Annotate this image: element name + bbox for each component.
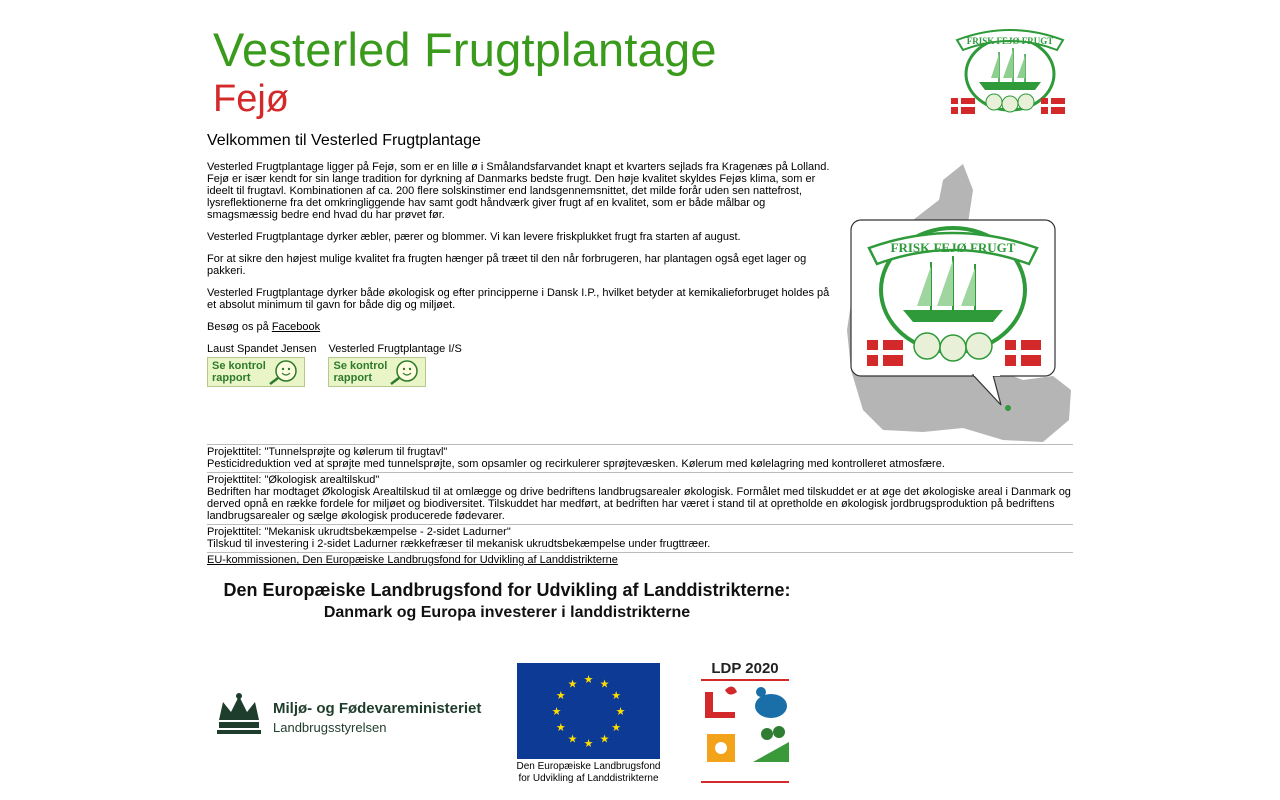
crown-icon	[213, 692, 265, 738]
intro-paragraph: For at sikre den højest mulige kvalitet fra frugten hænger på træet til den når forbrugeren, har plantagen også eget lager og pakkeri.	[207, 253, 807, 277]
projects-list	[207, 444, 1073, 553]
agency-name: Landbrugsstyrelsen	[273, 720, 387, 735]
intro-paragraph: Vesterled Frugtplantage dyrker æbler, pærer og blommer. Vi kan levere friskplukket frugt fra starten af august.	[207, 231, 741, 243]
ministry-logo	[211, 690, 501, 740]
kontrol-label: Laust Spandet Jensen	[207, 343, 317, 355]
welcome-heading: Velkommen til Vesterled Frugtplantage	[207, 132, 481, 149]
project-title: Projekttitel: "Mekanisk ukrudtsbekæmpelse - 2-sidet Ladurner"	[207, 526, 511, 538]
ministry-name: Miljø- og Fødevareministeriet	[273, 700, 482, 717]
smiley-magnifier-icon	[389, 359, 423, 385]
frisk-fejo-frugt-logo	[949, 22, 1071, 118]
eu-star-icon: ★	[567, 733, 578, 746]
kontrol-label: Vesterled Frugtplantage I/S	[328, 343, 462, 355]
project-title: Projekttitel: "Økologisk arealtilskud"	[207, 474, 380, 486]
kontrol-item	[328, 343, 461, 387]
eu-flag-icon	[517, 663, 660, 759]
header	[207, 0, 1073, 125]
ldp-icons	[699, 678, 791, 786]
fund-line-2: for Udvikling af Landdistrikterne	[518, 773, 659, 784]
facebook-prefix: Besøg os på	[207, 321, 272, 333]
intro-paragraph: Vesterled Frugtplantage dyrker både økologisk og efter principperne i Dansk I.P., hvilket betyder at kemikalieforbruget holdes på et absolut minimum til gavn for både dig og miljøet.	[207, 287, 830, 311]
kontrol-reports	[207, 343, 837, 387]
eu-fund-caption	[497, 761, 680, 785]
eu-star-icon: ★	[551, 706, 562, 718]
project-item	[207, 472, 1073, 524]
project-item	[207, 524, 1073, 552]
site-title: Vesterled Frugtplantage	[213, 23, 717, 76]
ldp-title: LDP 2020	[711, 660, 779, 677]
project-desc: Pesticidreduktion ved at sprøjte med tunnelsprøjte, som opsamler og recirkulerer sprøjtevæsken. Kølerum med kølelagring med kontrolleret atmosfære.	[207, 458, 945, 470]
page	[207, 0, 1073, 784]
eu-star-icon: ★	[615, 706, 626, 718]
facebook-link[interactable]: Facebook	[271, 321, 321, 333]
logo-text: FRISK FEJØ FRUGT	[966, 36, 1054, 46]
eu-commission-link[interactable]: EU-kommissionen, Den Europæiske Landbrugsfond for Udvikling af Landdistrikterne	[207, 554, 618, 566]
project-desc: Tilskud til investering i 2-sidet Ladurner rækkefræser til mekanisk ukrudtsbekæmpelse under frugttræer.	[207, 538, 711, 550]
eu-heading-1: Den Europæiske Landbrugsfond for Udvikling af Landdistrikterne:	[223, 580, 791, 600]
project-desc: Bedriften har modtaget Økologisk Arealtilskud til at omlægge og drive bedriftens landbrugsarealer økologisk. Formålet med tilskuddet er at øge det økologiske areal i Danmark og derved opnå en række fordele for miljøet og biodiversitet. Tilskuddet har medført, at bedriften har været i stand til at opretholde en økologisk jordbrugsproduktion på bedriftens landbrugsarealer og sælge økologisk producerede fødevarer.	[207, 486, 1071, 522]
kontrol-item	[207, 343, 316, 387]
eu-star-icon: ★	[567, 678, 578, 691]
project-title: Projekttitel: "Tunnelsprøjte og kølerum til frugtavl"	[207, 446, 448, 458]
kontrol-report-button[interactable]	[328, 357, 426, 387]
project-item	[207, 444, 1073, 472]
eu-star-icon: ★	[599, 678, 610, 691]
eu-star-icon: ★	[611, 690, 622, 702]
site-subtitle: Fejø	[213, 78, 289, 120]
intro-content	[207, 161, 837, 387]
ldp-2020-logo	[699, 660, 791, 786]
intro-paragraph: Vesterled Frugtplantage ligger på Fejø, som er en lille ø i Smålandsfarvandet knapt et kvarters sejlads fra Kragenæs på Lolland. Fejø er især kendt for sin lange tradition for dyrkning af Danmarks bedste frugt. Den høje kvalitet skyldes Fejøs klima, som er ideelt til frugtavl. Kombinationen af ca. 200 flere solskinstimer end landsgennemsnittet, det milde forår uden sen nattefrost, lysreflektionerne fra det omkringliggende hav samt godt håndværk giver frugt af en kvalitet, som er både målbar og smagsmæssig bedre end hvad du har prøvet før.	[207, 161, 830, 221]
eu-star-icon: ★	[583, 738, 594, 750]
smiley-magnifier-icon	[268, 359, 302, 385]
facebook-line	[207, 321, 837, 333]
kontrol-button-text: Se kontrol rapport	[333, 360, 388, 384]
fund-line-1: Den Europæiske Landbrugsfond	[516, 761, 661, 772]
eu-heading-2: Danmark og Europa investerer i landdistrikterne	[323, 604, 691, 621]
eu-star-icon: ★	[611, 722, 622, 734]
divider	[207, 552, 1073, 553]
denmark-map-with-logo	[843, 160, 1073, 445]
eu-star-icon: ★	[599, 733, 610, 746]
kontrol-button-text: Se kontrol rapport	[212, 360, 266, 384]
eu-star-icon: ★	[555, 690, 566, 702]
eu-star-icon: ★	[583, 674, 594, 686]
eu-funding-banner	[207, 576, 807, 800]
kontrol-report-button[interactable]	[207, 357, 305, 387]
map-logo-text: FRISK FEJØ FRUGT	[890, 240, 1016, 255]
eu-star-icon: ★	[555, 722, 566, 734]
